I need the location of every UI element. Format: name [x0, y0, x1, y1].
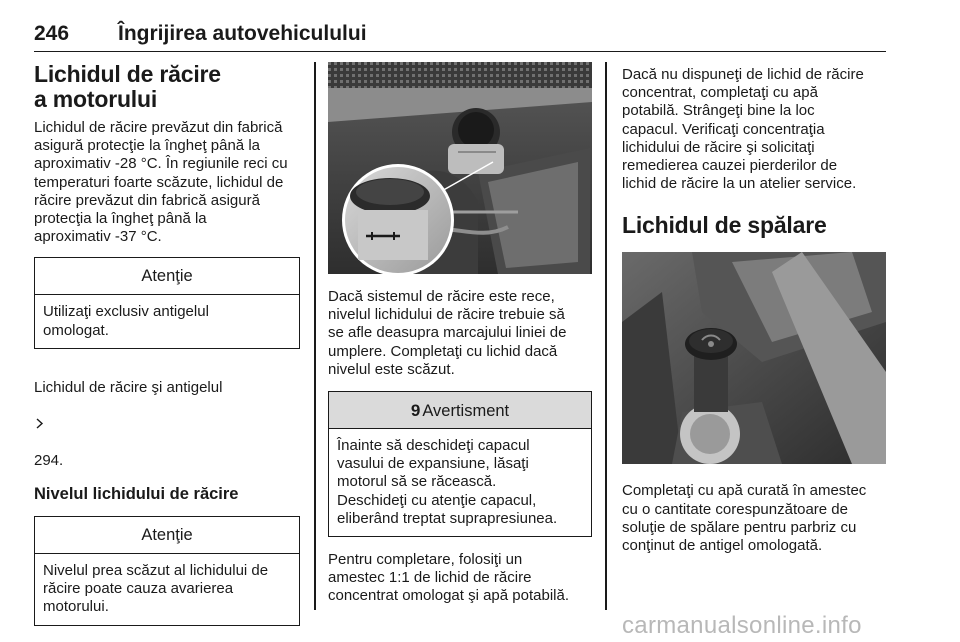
column-left [34, 62, 300, 626]
antifreeze-reference [34, 361, 300, 470]
notice-box-antifreeze [34, 257, 300, 348]
coolant-fill-text: Pentru completare, folosiţi un amestec 1:1 de lichid de răcire concentrat omologat şi apă potabilă. [328, 551, 569, 605]
page-reference-icon [34, 415, 45, 432]
coolant-level-text: Dacă sistemul de răcire este rece, nivelul lichidului de răcire trebuie să se afle deasupra marcajului liniei de umplere. Completaţi cu lichid dacă nivelul este scăzut. [328, 288, 567, 378]
washer-fluid-text: Completaţi cu apă curată în amestec cu o cantitate corespunzătoare de soluţie de spălare pentru parbriz cu conţinut de antigel omologată. [622, 482, 867, 555]
no-concentrate-text: Dacă nu dispuneţi de lichid de răcire concentrat, completaţi cu apă potabilă. Strângeţi bine la loc capacul. Verificaţi concentraţia lichidului de răcire şi solicitaţi remedierea cauzei pierderilor de lichid de răcire la un atelier service. [622, 66, 864, 193]
warning-box-hot-engine [328, 391, 592, 537]
notice-title: Atenţie [35, 258, 299, 295]
notice-body: Utilizaţi exclusiv antigelul omologat. [43, 303, 209, 339]
section-heading-washer: Lichidul de spălare [622, 212, 827, 239]
subheading-coolant-level: Nivelul lichidului de răcire [34, 485, 239, 504]
notice-box-low-level [34, 516, 300, 626]
notice-body: Nivelul prea scăzut al lichidului de răcire poate cauza avarierea motorului. [43, 562, 269, 616]
column-divider [314, 62, 316, 610]
coolant-intro-text: Lichidul de răcire prevăzut din fabrică asigură protecţie la îngheţ până la aproximativ -28 °C. În regiunile reci cu temperaturi foarte scăzute, lichidul de răcire prevăzut din fabrică asigură protecţia la îngheţ până la aproximativ -37 °C. [34, 119, 288, 246]
section-heading-coolant: Lichidul de răcire a motorului [34, 61, 221, 112]
column-middle [328, 62, 592, 606]
coolant-reservoir-photo [328, 62, 592, 274]
running-title: Îngrijirea autovehiculului [118, 22, 367, 45]
column-divider [605, 62, 607, 610]
reference-page-link[interactable]: 294. [34, 451, 64, 469]
warning-header [329, 392, 591, 429]
warning-title: Avertisment [422, 402, 510, 421]
page-number: 246 [34, 22, 70, 45]
column-right [622, 62, 886, 555]
washer-reservoir-photo [622, 252, 886, 464]
warning-body: Înainte să deschideţi capacul vasului de expansiune, lăsaţi motorul să se răcească. Deschideţi cu atenţie capacul, eliberând treptat suprapresiunea. [337, 437, 558, 527]
page-header [34, 18, 886, 52]
notice-title: Atenţie [35, 517, 299, 554]
warning-triangle-icon: 9 [410, 401, 421, 421]
antifreeze-reference-text: Lichidul de răcire şi antigelul [34, 379, 223, 397]
watermark: carmanualsonline.info [622, 612, 862, 639]
